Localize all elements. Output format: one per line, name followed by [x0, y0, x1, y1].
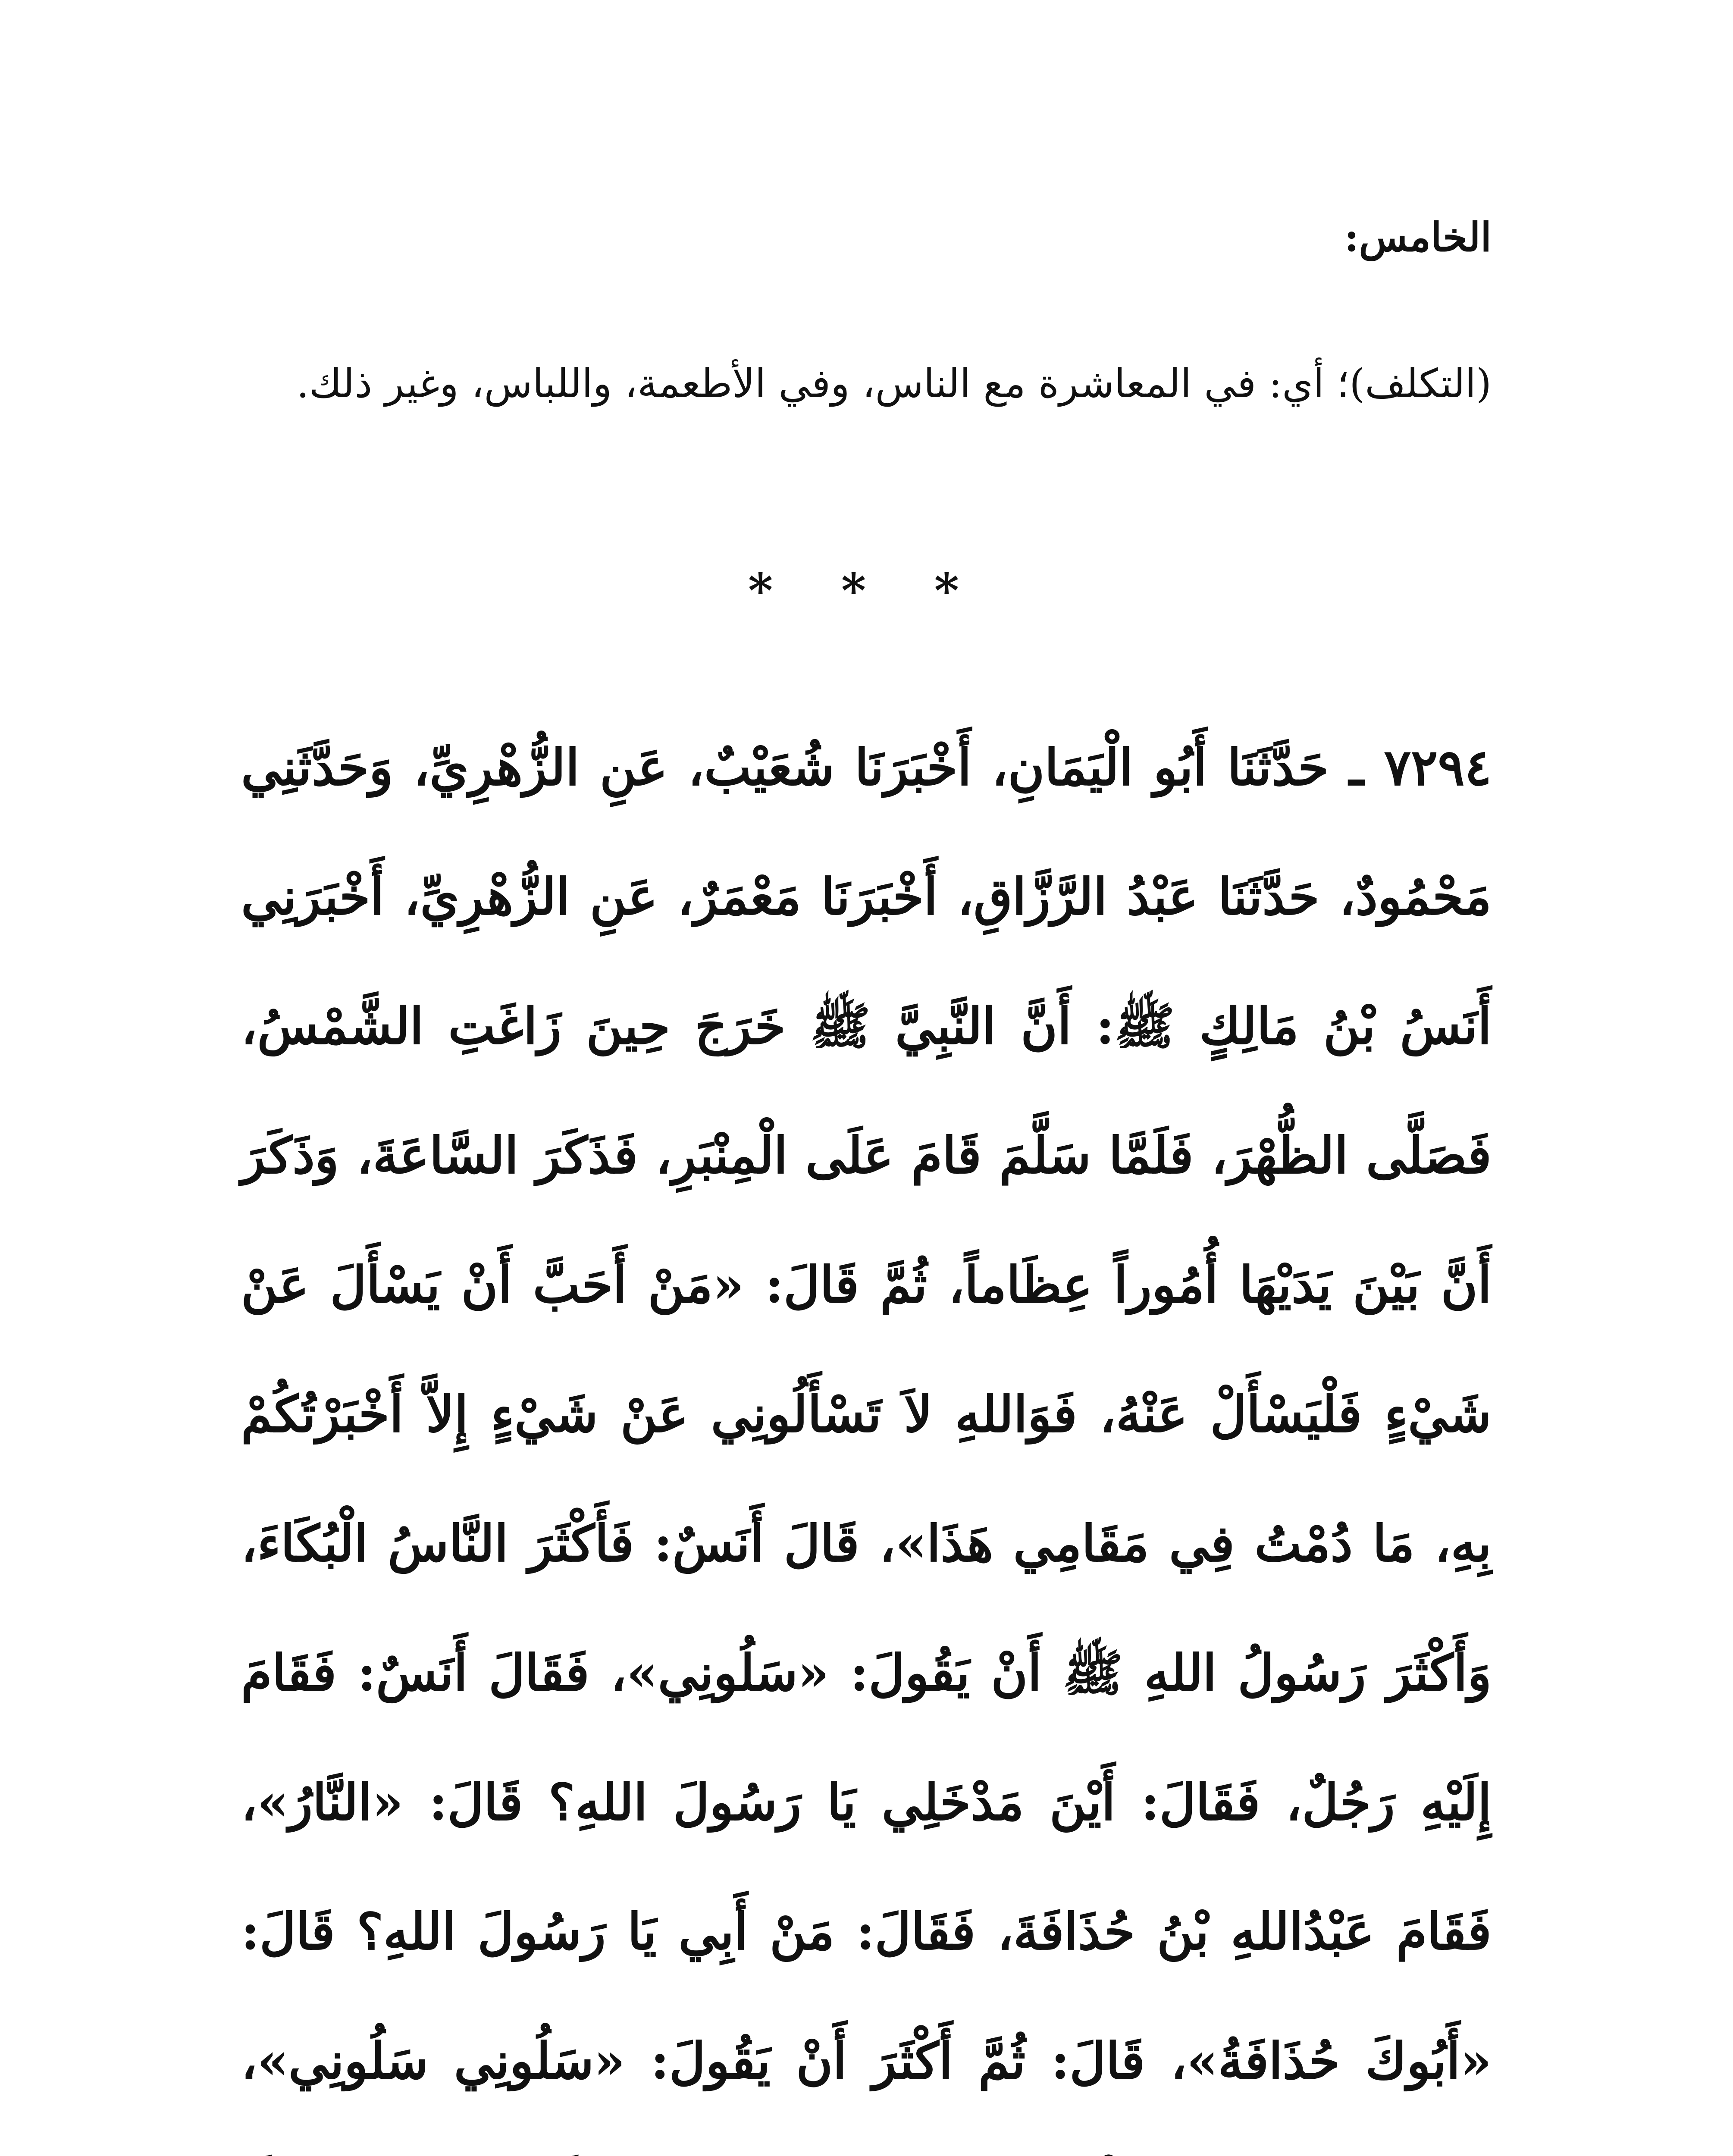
- hadith-paragraph: ٧٢٩٤ ـ حَدَّثَنَا أَبُو الْيَمَانِ، أَخْبَرَنَا شُعَيْبٌ، عَنِ الزُّهْرِيِّ، وَحَدَّثَنِي مَحْمُودٌ، حَدَّثَنَا عَبْدُ الرَّزَّاقِ، أَخْبَرَنَا مَعْمَرٌ، عَنِ الزُّهْرِيِّ، أَخْبَرَنِي أَنَسُ بْنُ مَالِكٍ ﷺ: أَنَّ النَّبِيَّ ﷺ خَرَجَ حِينَ زَاغَتِ الشَّمْسُ، فَصَلَّى الظُّهْرَ، فَلَمَّا سَلَّمَ قَامَ عَلَى الْمِنْبَرِ، فَذَكَرَ السَّاعَةَ، وَذَكَرَ أَنَّ بَيْنَ يَدَيْهَا أُمُوراً عِظَاماً، ثُمَّ قَالَ: «مَنْ أَحَبَّ أَنْ يَسْأَلَ عَنْ شَيْءٍ فَلْيَسْأَلْ عَنْهُ، فَوَاللهِ لاَ تَسْأَلُونِي عَنْ شَيْءٍ إِلاَّ أَخْبَرْتُكُمْ بِهِ، مَا دُمْتُ فِي مَقَامِي هَذَا»، قَالَ أَنَسٌ: فَأَكْثَرَ النَّاسُ الْبُكَاءَ، وَأَكْثَرَ رَسُولُ اللهِ ﷺ أَنْ يَقُولَ: «سَلُونِي»، فَقَالَ أَنَسٌ: فَقَامَ إِلَيْهِ رَجُلٌ، فَقَالَ: أَيْنَ مَدْخَلِي يَا رَسُولَ اللهِ؟ قَالَ: «النَّارُ»، فَقَامَ عَبْدُاللهِ بْنُ حُذَافَةَ، فَقَالَ: مَنْ أَبِي يَا رَسُولَ اللهِ؟ قَالَ: «أَبُوكَ حُذَافَةُ»، قَالَ: ثُمَّ أَكْثَرَ أَنْ يَقُولَ: «سَلُونِي سَلُونِي»،: [241, 738, 1492, 2090]
- definition-paragraph: (التكلف)؛ أي: في المعاشرة مع الناس، وفي الأطعمة، واللباس، وغير ذلك.: [296, 360, 1492, 407]
- asterisk-separator: * * *: [748, 563, 985, 618]
- section-heading: الخامس:: [1344, 214, 1492, 260]
